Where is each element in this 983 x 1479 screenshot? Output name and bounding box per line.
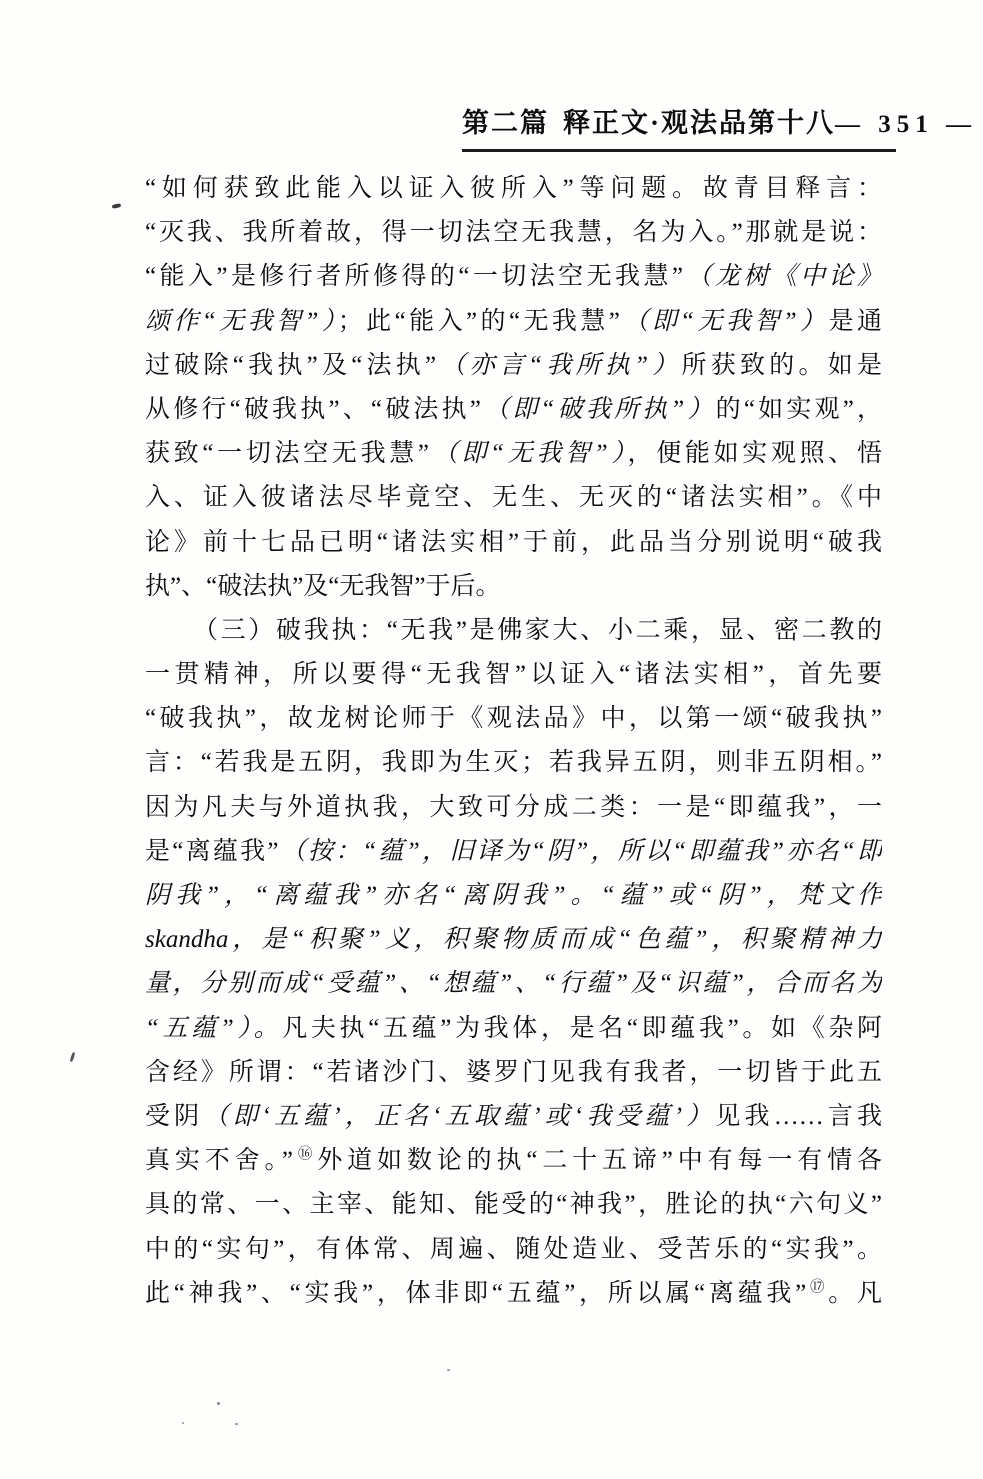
text-line: [145, 476, 882, 520]
running-head-chapter: 释正文·观法品第十八: [563, 108, 836, 138]
text-run: 见我……言我: [715, 1102, 882, 1130]
text-line: [145, 388, 882, 432]
text-line: [145, 521, 882, 565]
text-run: 一贯精神，所以要得“无我智”以证入“诸法实相”，首先要: [145, 661, 882, 689]
page-number: — 351 —: [835, 111, 978, 138]
text-run: 从修行“破我执”、“破法执”: [145, 395, 481, 423]
text-line: [145, 1272, 882, 1316]
kai-text-run: “五蕴”）。: [145, 1014, 283, 1042]
text-run: 所获致的。如是: [681, 351, 882, 379]
text-line: [145, 1228, 882, 1272]
text-run: 过破除“我执”及“法执”: [145, 351, 437, 379]
text-line: [145, 1139, 882, 1183]
text-run: “能入”是修行者所修得的“一切法空无我慧”: [145, 263, 683, 291]
text-line: [145, 1183, 882, 1227]
running-head-title: [462, 101, 835, 140]
text-run: 。凡: [828, 1279, 882, 1307]
text-line: [145, 741, 882, 785]
text-run: 执”、“破法执”及“无我智”于后。: [145, 572, 501, 600]
kai-text-run: 量，分别而成“受蕴”、“想蕴”、“行蕴”及“识蕴”，合而名为: [145, 970, 882, 998]
text-run: ，便能如实观照、悟: [627, 440, 882, 468]
text-line: [145, 653, 882, 697]
kai-text-run: （亦言“我所执”）: [436, 351, 682, 379]
scan-speck: [447, 1369, 450, 1371]
scan-speck: [182, 1422, 184, 1424]
text-line: [145, 344, 882, 388]
text-line: [145, 609, 882, 653]
kai-text-run: （即‘五蕴’，正名‘五取蕴’或‘我受蕴’）: [203, 1102, 716, 1130]
scan-speck: [235, 1423, 238, 1425]
text-line: [145, 830, 882, 874]
text-line: [145, 1095, 882, 1139]
text-line: [145, 786, 882, 830]
text-run: 受阴: [145, 1102, 204, 1130]
text-run: 言：“若我是五阴，我即为生灭；若我异五阴，则非五阴相。”: [145, 749, 882, 777]
text-line: [145, 874, 882, 918]
kai-text-run: 阴我”，“离蕴我”亦名“离阴我”。“蕴”或“阴”，梵文作: [145, 882, 882, 909]
kai-text-run: 颂作“无我智”）: [145, 307, 338, 335]
text-line: [145, 697, 882, 741]
text-line: [145, 962, 882, 1006]
kai-text-run: （即“破我所执”）: [480, 395, 716, 423]
text-run: 此“神我”、“实我”，体非即“五蕴”，所以属“离蕴我”: [145, 1279, 807, 1307]
scan-speck: [217, 1402, 220, 1405]
text-line: [145, 1007, 882, 1051]
text-run: 因为凡夫与外道执我，大致可分成二类：一是“即蕴我”，一: [145, 793, 882, 821]
text-run: “如何获致此能入以证入彼所入”等问题。故青目释言：: [145, 175, 882, 202]
running-head-section: 第二篇: [462, 108, 549, 138]
text-run: 是通: [828, 307, 882, 335]
text-run: 具的常、一、主宰、能知、能受的“神我”，胜论的执“六句义”: [145, 1191, 882, 1219]
running-head: [462, 101, 978, 152]
scan-speck: [112, 203, 122, 209]
text-run: （三）破我执：“无我”是佛家大、小二乘，显、密二教的: [193, 616, 882, 644]
text-line: [145, 565, 882, 609]
kai-text-run: （即“无我智”）: [429, 440, 628, 468]
text-run: 获致“一切法空无我慧”: [145, 440, 430, 468]
footnote-ref: ⑯: [292, 1146, 318, 1163]
text-line: [145, 167, 882, 211]
text-run: 含经》所谓：“若诸沙门、婆罗门见我有我者，一切皆于此五: [145, 1058, 882, 1086]
kai-text-run: skandha，是“积聚”义，积聚物质而成“色蕴”，积聚精神力: [145, 926, 882, 954]
scan-speck: [70, 1052, 76, 1062]
text-line: [145, 918, 882, 962]
page-body: [145, 167, 882, 1316]
text-line: [145, 211, 882, 255]
text-run: 的“如实观”，: [715, 395, 882, 423]
text-run: 入、证入彼诸法尽毕竟空、无生、无灭的“诸法实相”。《中: [145, 484, 882, 512]
text-run: “破我执”，故龙树论师于《观法品》中，以第一颂“破我执”: [145, 705, 882, 733]
text-run: 真实不舍。”: [145, 1147, 293, 1175]
text-run: 外道如数论的执“二十五谛”中有每一有情各: [317, 1147, 882, 1175]
text-line: [145, 1051, 882, 1095]
kai-text-run: （即“无我智”）: [619, 307, 829, 335]
text-run: 论》前十七品已明“诸法实相”于前，此品当分别说明“破我: [145, 528, 882, 556]
text-line: [145, 300, 882, 344]
kai-text-run: （按：“蕴”，旧译为“阴”，所以“即蕴我”亦名“即: [278, 837, 882, 865]
text-run: ；此“能入”的“无我慧”: [337, 307, 620, 335]
text-line: [145, 255, 882, 299]
text-run: 凡夫执“五蕴”为我体，是名“即蕴我”。如《杂阿: [282, 1014, 882, 1042]
kai-text-run: （龙树《中论》: [682, 263, 882, 291]
text-run: 是“离蕴我”: [145, 837, 279, 865]
text-run: “灭我、我所着故，得一切法空无我慧，名为入。”那就是说：: [145, 219, 882, 247]
footnote-ref: ⑰: [806, 1279, 829, 1296]
text-run: 中的“实句”，有体常、周遍、随处造业、受苦乐的“实我”。: [145, 1235, 882, 1263]
text-line: [145, 432, 882, 476]
